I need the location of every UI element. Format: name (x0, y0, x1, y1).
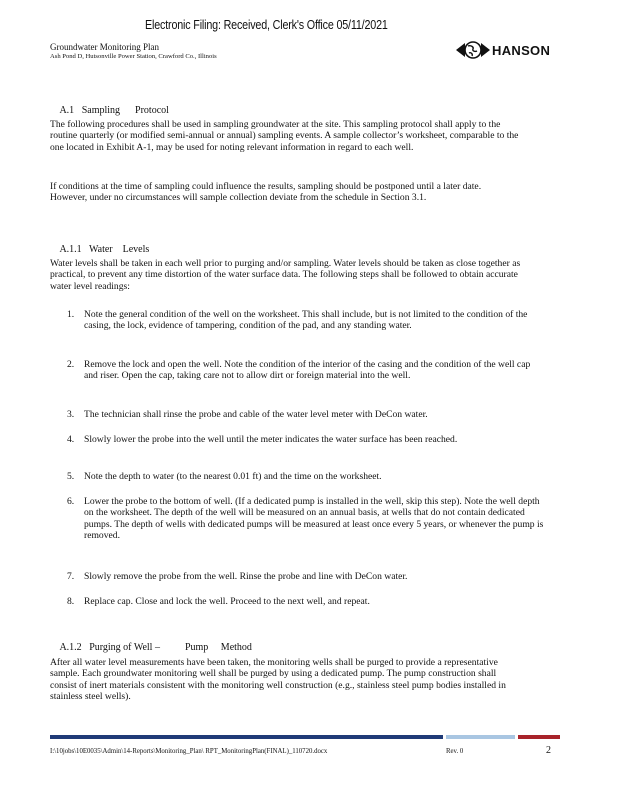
paragraph: If conditions at the time of sampling could influence the results, sampling should be postponed until a later date. However, under no circumstances will sample collection deviate from the schedule in Section 3.1. (50, 181, 482, 204)
footer-bar-navy (50, 735, 443, 739)
footer-bar-light-blue (446, 735, 515, 739)
page-number: 2 (546, 745, 551, 756)
list-item: 1. Note the general condition of the well on the worksheet. This shall include, but is not limited to the condition of the casing, the lock, evidence of tampering, condition of the pad, and any standing water. (67, 309, 528, 332)
section-title: Sampling Protocol (81, 105, 169, 116)
section-title: Purging of Well – Pump Method (89, 642, 252, 653)
hanson-logo (456, 40, 550, 60)
section-title: Water Levels (89, 244, 150, 255)
section-number: A.1.2 (59, 642, 82, 653)
logo-wordmark: HANSON (492, 42, 551, 58)
footer-color-bar (50, 735, 560, 739)
list-item: 3. The technician shall rinse the probe and cable of the water level meter with DeCon water. (67, 409, 428, 420)
list-item: 7. Slowly remove the probe from the well. Rinse the probe and line with DeCon water. (67, 571, 408, 582)
list-item: 5. Note the depth to water (to the nearest 0.01 ft) and the time on the worksheet. (67, 471, 382, 482)
list-item: 8. Replace cap. Close and lock the well. Proceed to the next well, and repeat. (67, 596, 370, 607)
paragraph: The following procedures shall be used in sampling groundwater at the site. This sampling protocol shall apply to the routine quarterly (or modified semi-annual or annual) sampling events. A sample collector’s worksheet, comparable to the one located in Exhibit A-1, may be used for noting relevant information in regard to each well. (50, 119, 519, 153)
header-title: Groundwater Monitoring Plan (50, 42, 159, 52)
paragraph: After all water level measurements have been taken, the monitoring wells shall be purged to provide a representative sample. Each groundwater monitoring well shall be purged by using a dedicated pump. The pump construction shall consist of inert materials consistent with the monitoring well construction (e.g., stainless steel pump bodies installed in stainless steel wells). (50, 657, 506, 703)
list-item: 6. Lower the probe to the bottom of well. (If a dedicated pump is installed in the well, skip this step). Note the well depth on the worksheet. The depth of the well will be measured on an annual basis, at wells that do not contain dedicated pumps. The depth of wells with dedicated pumps will be measured at least once every 5 years, or whenever the pump is removed. (67, 496, 544, 542)
footer-bar-red (518, 735, 560, 739)
globe-arrows-icon (456, 40, 490, 60)
footer-file-path: I:\10jobs\10E0035\Admin\14-Reports\Monitoring_Plan\ RPT_MonitoringPlan(FINAL)_110720.docx (50, 748, 328, 755)
section-number: A.1 (59, 105, 75, 116)
list-item: 4. Slowly lower the probe into the well until the meter indicates the water surface has been reached. (67, 434, 458, 445)
header-subtitle: Ash Pond D, Hutsonville Power Station, Crawford Co., Illinois (50, 53, 217, 60)
paragraph: Water levels shall be taken in each well prior to purging and/or sampling. Water levels should be taken as close together as practical, to prevent any time distortion of the water surface data. The following steps shall be followed to obtain accurate water level readings: (50, 258, 521, 292)
footer-revision: Rev. 0 (446, 748, 464, 755)
electronic-filing-stamp: Electronic Filing: Received, Clerk's Office 05/11/2021 (145, 18, 388, 32)
section-number: A.1.1 (59, 244, 82, 255)
list-item: 2. Remove the lock and open the well. Note the condition of the interior of the casing and the condition of the well cap and riser. Open the cap, taking care not to allow dirt or foreign material into the well. (67, 359, 531, 382)
